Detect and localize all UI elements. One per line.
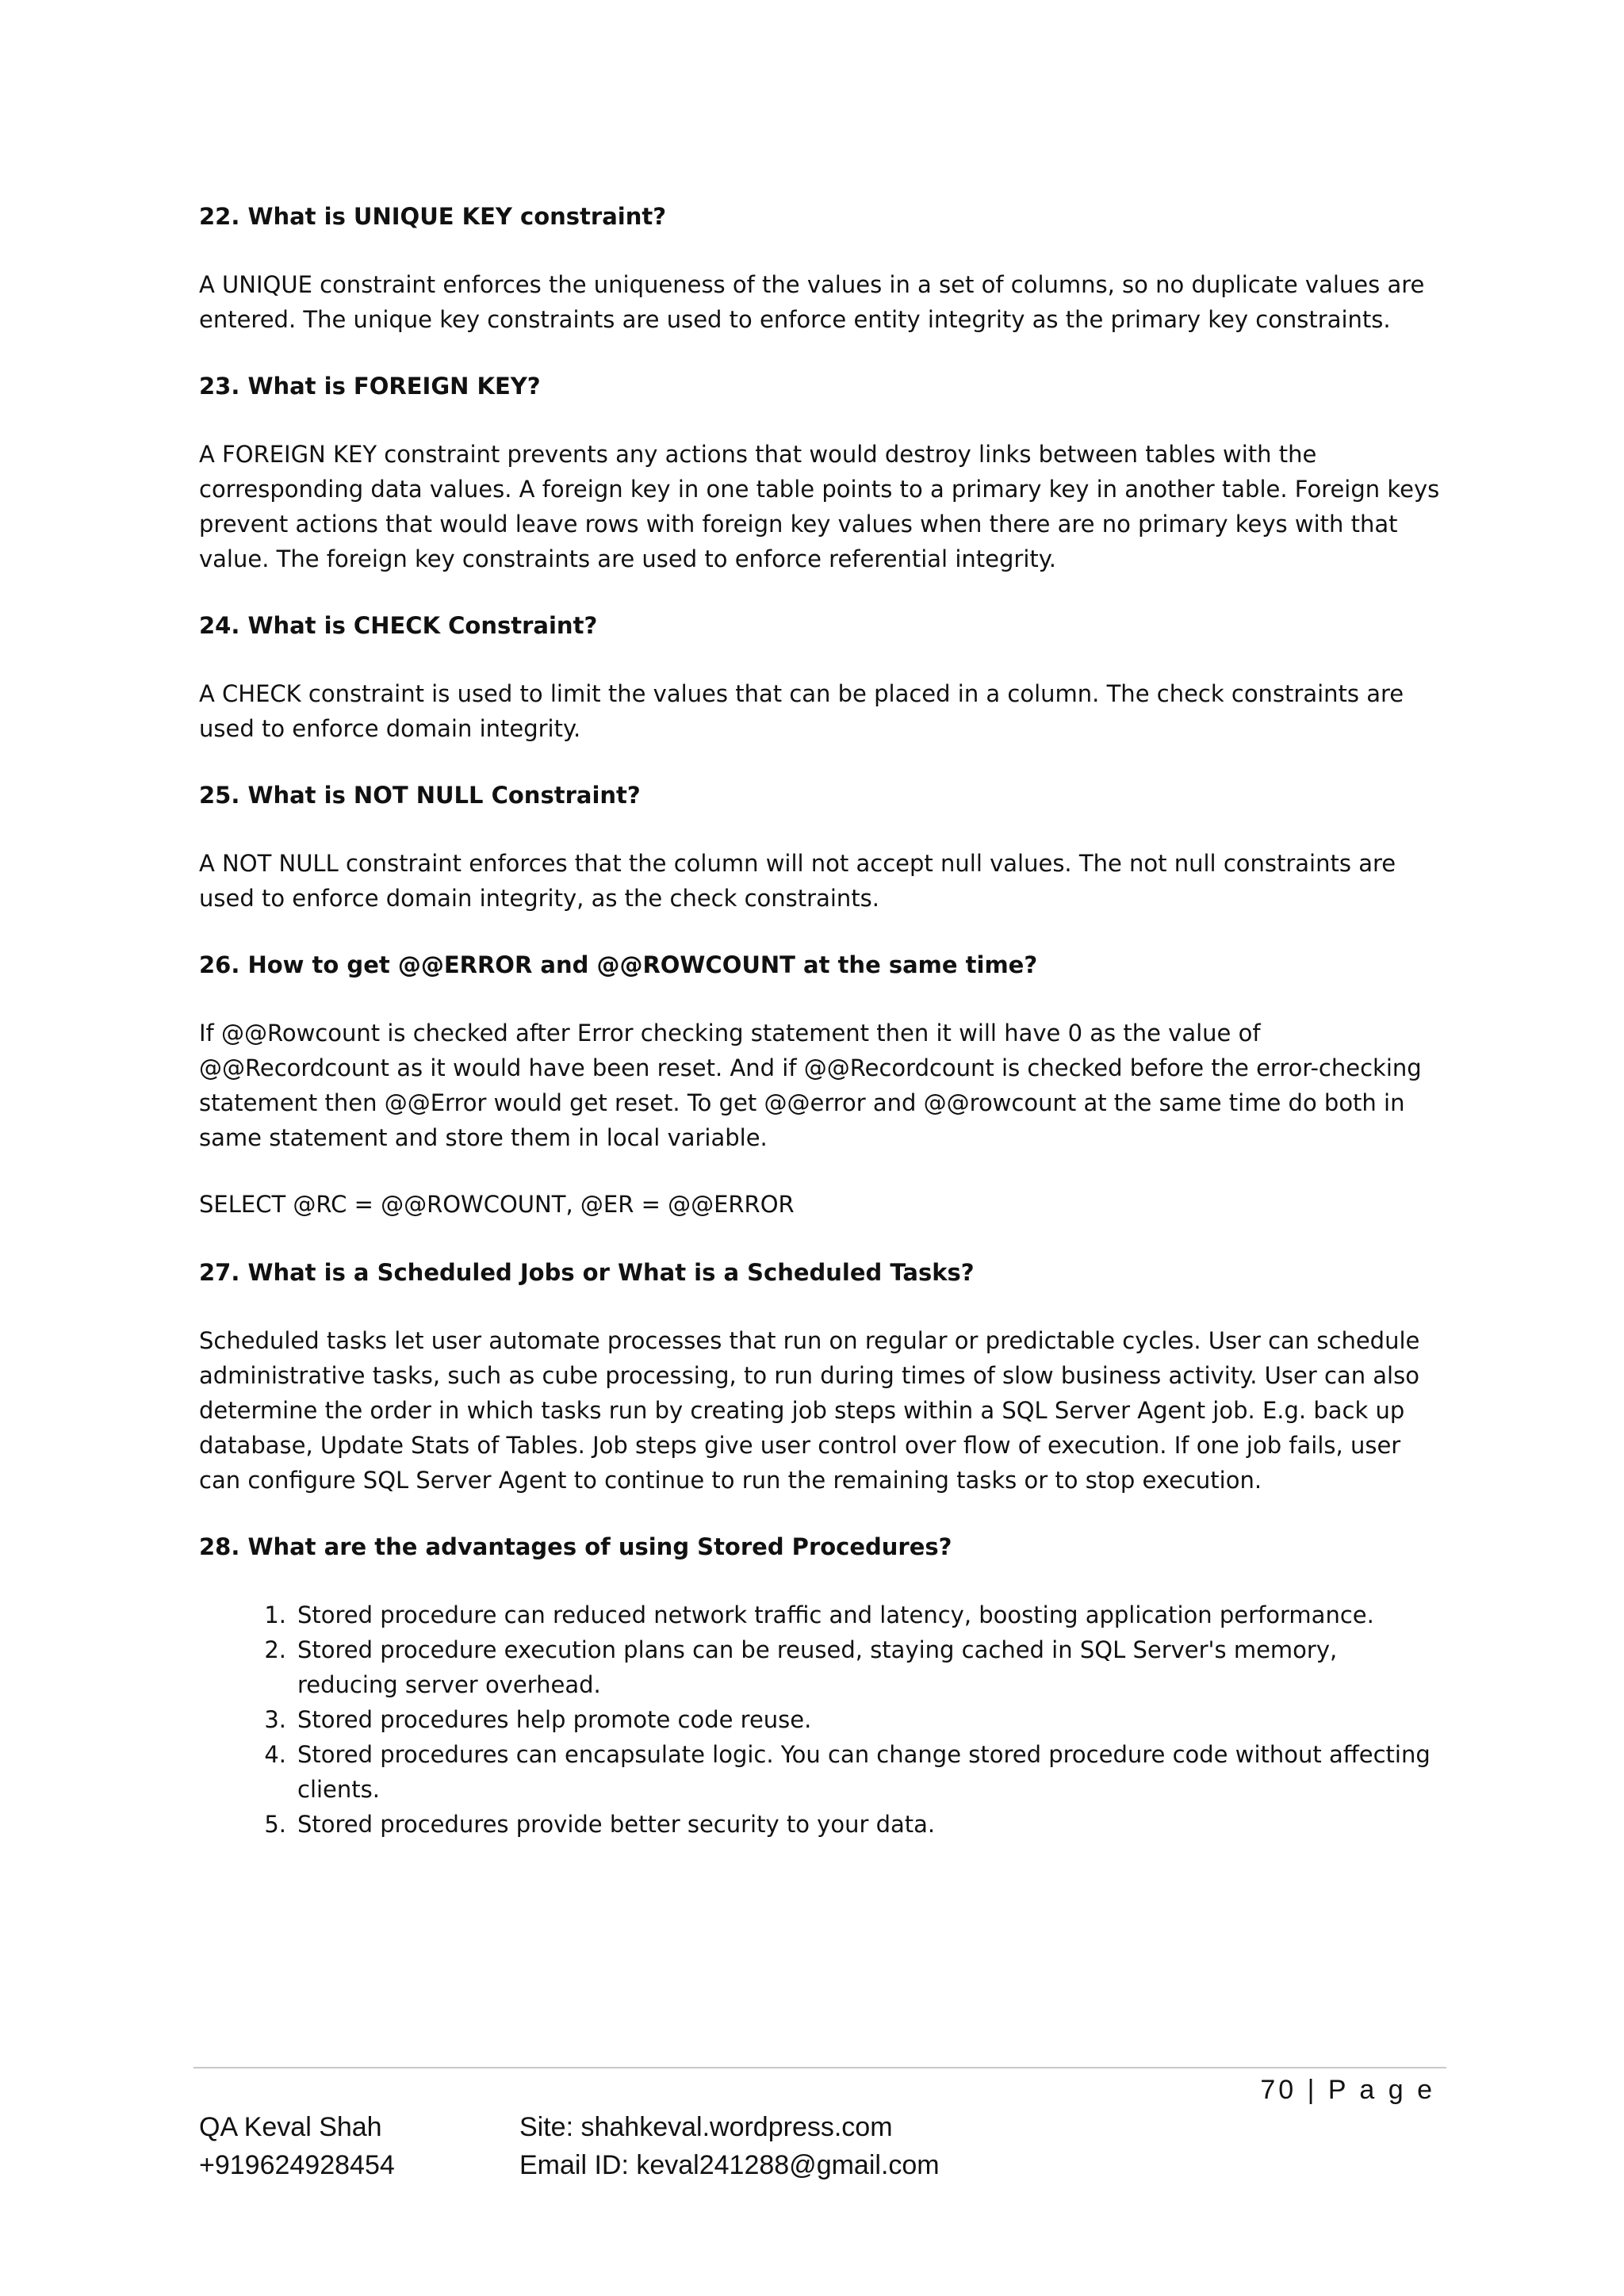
footer-email: Email ID: keval241288@gmail.com <box>519 2150 940 2180</box>
section-q22 <box>199 199 1440 337</box>
list-item <box>199 1598 1440 1632</box>
list-item-text: Stored procedures can encapsulate logic. You can change stored procedure code without affecting clients. <box>297 1741 1431 1803</box>
section-q25 <box>199 778 1440 916</box>
section-q28 <box>199 1529 1440 1842</box>
section-q27 <box>199 1255 1440 1498</box>
footer-site: Site: shahkeval.wordpress.com <box>519 2112 893 2142</box>
list-item <box>199 1737 1440 1807</box>
question-heading: 26. How to get @@ERROR and @@ROWCOUNT at the same time? <box>199 951 1038 978</box>
list-item-text: Stored procedure can reduced network traffic and latency, boosting application performance. <box>297 1601 1374 1628</box>
list-item <box>199 1807 1440 1842</box>
page-number: 70 | P a g e <box>1260 2075 1435 2105</box>
list-number: 3. <box>264 1706 286 1733</box>
question-heading: 27. What is a Scheduled Jobs or What is a Scheduled Tasks? <box>199 1259 975 1286</box>
answer-paragraph: If @@Rowcount is checked after Error checking statement then it will have 0 as the value of @@Recordcount as it would have been reset. And if @@Recordcount is checked before the error-checking statement then @@Error would get reset. To get @@error and @@rowcount at the same time do both in same statement and store them in local variable. <box>199 1020 1422 1151</box>
answer-paragraph: A FOREIGN KEY constraint prevents any actions that would destroy links between tables with the corresponding data values. A foreign key in one table points to a primary key in another table. Foreign keys prevent actions that would leave rows with foreign key values when there are no primary keys with that value. The foreign key constraints are used to enforce referential integrity. <box>199 441 1440 572</box>
answer-paragraph: A UNIQUE constraint enforces the uniqueness of the values in a set of columns, so no duplicate values are entered. The unique key constraints are used to enforce entity integrity as the primary key constraints. <box>199 271 1425 333</box>
list-item <box>199 1702 1440 1737</box>
footer-phone: +919624928454 <box>199 2150 395 2180</box>
answer-paragraph: A NOT NULL constraint enforces that the column will not accept null values. The not null constraints are used to enforce domain integrity, as the check constraints. <box>199 850 1396 912</box>
list-number: 2. <box>264 1636 286 1663</box>
question-heading: 22. What is UNIQUE KEY constraint? <box>199 203 667 230</box>
footer-author: QA Keval Shah <box>199 2112 382 2142</box>
page-content <box>199 199 1440 1842</box>
list-number: 4. <box>264 1741 286 1768</box>
question-heading: 28. What are the advantages of using Stored Procedures? <box>199 1533 952 1560</box>
list-item <box>199 1632 1440 1702</box>
advantages-list <box>199 1598 1440 1842</box>
question-heading: 24. What is CHECK Constraint? <box>199 612 598 639</box>
answer-paragraph: Scheduled tasks let user automate processes that run on regular or predictable cycles. User can schedule administrative tasks, such as cube processing, to run during times of slow business activity. User can also determine the order in which tasks run by creating job steps within a SQL Server Agent job. E.g. back up database, Update Stats of Tables. Job steps give user control over flow of execution. If one job fails, user can configure SQL Server Agent to continue to run the remaining tasks or to stop execution. <box>199 1327 1420 1494</box>
sql-code-line: SELECT @RC = @@ROWCOUNT, @ER = @@ERROR <box>199 1191 795 1218</box>
section-q24 <box>199 608 1440 746</box>
footer-divider <box>193 2067 1446 2068</box>
list-number: 1. <box>264 1601 286 1628</box>
footer-contact-block <box>519 2108 940 2184</box>
list-number: 5. <box>264 1811 286 1838</box>
list-item-text: Stored procedure execution plans can be reused, staying cached in SQL Server's memory, reducing server overhead. <box>297 1636 1338 1698</box>
section-q26 <box>199 947 1440 1222</box>
answer-paragraph: A CHECK constraint is used to limit the values that can be placed in a column. The check constraints are used to enforce domain integrity. <box>199 680 1404 742</box>
list-item-text: Stored procedures help promote code reuse. <box>297 1706 812 1733</box>
list-item-text: Stored procedures provide better security to your data. <box>297 1811 936 1838</box>
footer-author-block <box>199 2108 395 2184</box>
section-q23 <box>199 369 1440 576</box>
question-heading: 25. What is NOT NULL Constraint? <box>199 782 641 809</box>
question-heading: 23. What is FOREIGN KEY? <box>199 373 541 400</box>
